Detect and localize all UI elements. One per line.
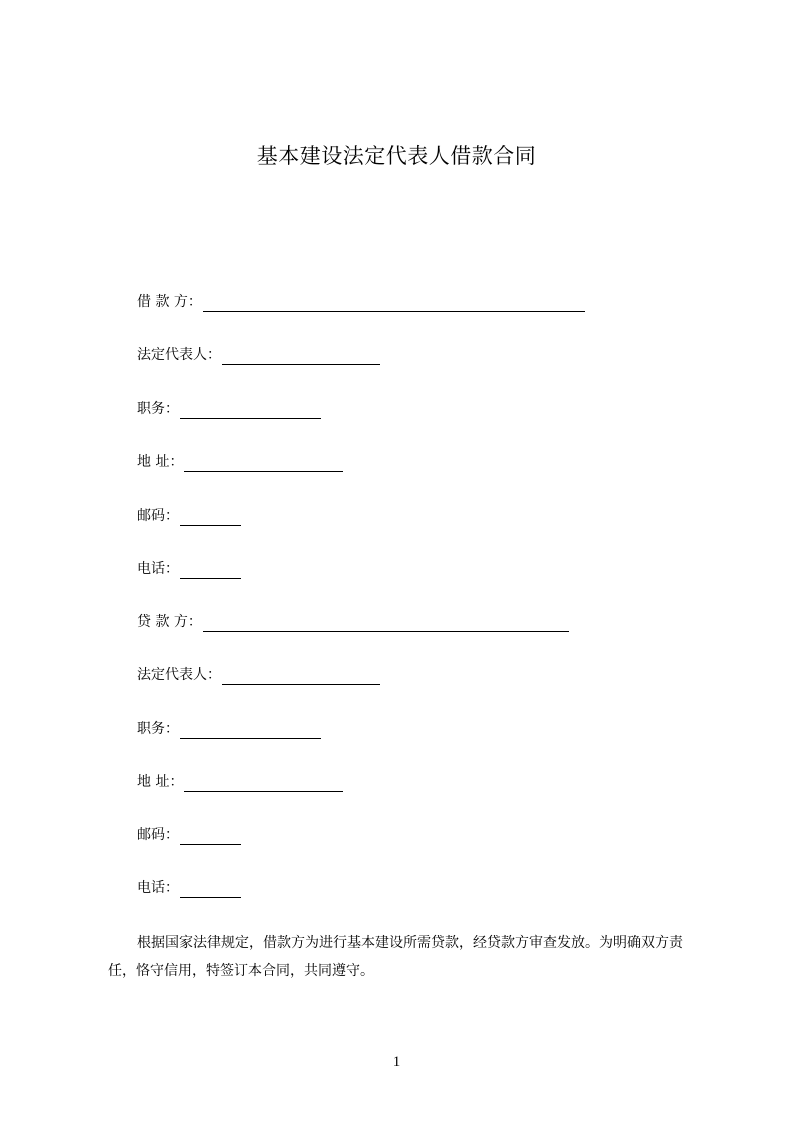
- lender-rep-blank[interactable]: [222, 667, 380, 685]
- lender-phone-field: [137, 874, 241, 898]
- lender-position-label: 职务：: [137, 721, 179, 737]
- borrower-position-field: [137, 395, 321, 419]
- lender-postcode-label: 邮码：: [137, 827, 179, 843]
- borrower-rep-label: 法定代表人：: [137, 347, 221, 363]
- lender-address-blank[interactable]: [184, 774, 343, 792]
- lender-postcode-field: [137, 821, 241, 845]
- borrower-address-field: [137, 448, 343, 472]
- lender-phone-blank[interactable]: [180, 880, 241, 898]
- lender-rep-field: [137, 661, 380, 685]
- borrower-phone-blank[interactable]: [180, 561, 241, 579]
- borrower-phone-label: 电话：: [137, 561, 179, 577]
- borrower-party-field: [137, 288, 585, 312]
- lender-postcode-blank[interactable]: [180, 827, 241, 845]
- borrower-address-label: 地 址：: [137, 454, 184, 470]
- borrower-address-blank[interactable]: [184, 454, 343, 472]
- document-title: 基本建设法定代表人借款合同: [256, 144, 537, 168]
- lender-party-field: [137, 608, 569, 632]
- borrower-postcode-label: 邮码：: [137, 508, 179, 524]
- lender-address-field: [137, 768, 343, 792]
- borrower-position-label: 职务：: [137, 401, 179, 417]
- preamble-paragraph: 根据国家法律规定，借款方为进行基本建设所需贷款，经贷款方审查发放。为明确双方责任，恪守信用，特签订本合同，共同遵守。: [108, 935, 683, 979]
- lender-position-blank[interactable]: [180, 721, 321, 739]
- borrower-postcode-blank[interactable]: [180, 508, 241, 526]
- lender-party-blank[interactable]: [203, 614, 569, 632]
- borrower-party-label: 借 款 方：: [137, 294, 202, 310]
- borrower-rep-blank[interactable]: [222, 347, 380, 365]
- lender-party-label: 贷 款 方：: [137, 614, 202, 630]
- borrower-position-blank[interactable]: [180, 401, 321, 419]
- lender-rep-label: 法定代表人：: [137, 667, 221, 683]
- borrower-party-blank[interactable]: [203, 294, 585, 312]
- lender-phone-label: 电话：: [137, 880, 179, 896]
- borrower-rep-field: [137, 341, 380, 365]
- page-number: 1: [392, 1054, 401, 1070]
- lender-position-field: [137, 715, 321, 739]
- lender-address-label: 地 址：: [137, 774, 184, 790]
- borrower-phone-field: [137, 555, 241, 579]
- borrower-postcode-field: [137, 502, 241, 526]
